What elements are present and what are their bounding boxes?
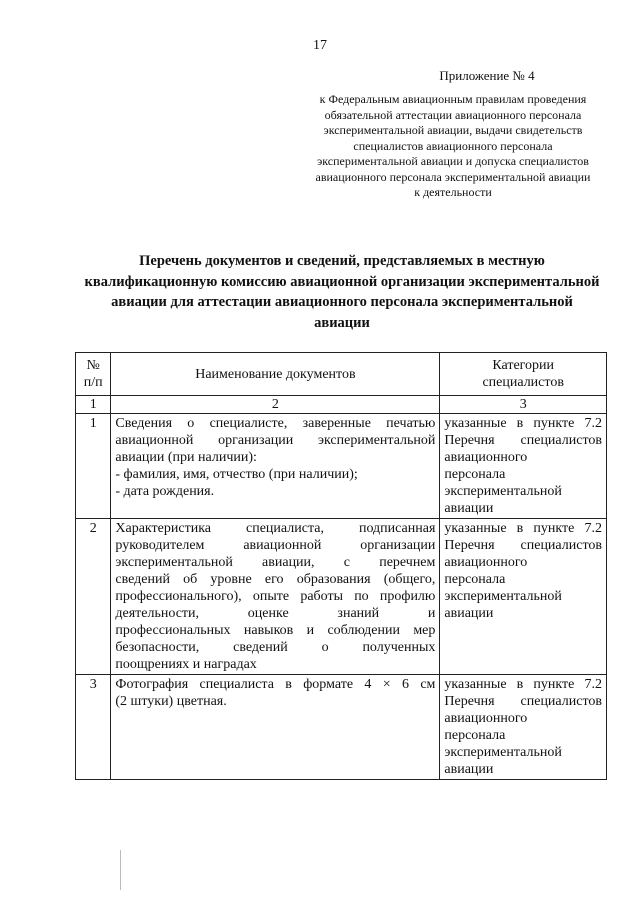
appendix-line: к Федеральным авиационным правилам проведения: [319, 92, 587, 106]
document-title-line: квалификационную комиссию авиационной организации экспериментальной: [84, 273, 600, 290]
appendix-line: обязательной аттестации авиационного персонала: [324, 107, 582, 122]
document-name-cell: [111, 414, 440, 519]
category-line: указанные в пункте 7.2: [444, 677, 602, 692]
document-name-line: авиации (при наличии):: [115, 450, 257, 465]
header-number: [76, 353, 111, 396]
document-name-line: сведений об уровне его образования (общего,: [115, 572, 436, 587]
appendix-title: Приложение № 4: [439, 68, 535, 83]
document-name-cell: [111, 519, 440, 675]
appendix-line: к деятельности: [414, 185, 492, 199]
appendix-line: экспериментальной авиации, выдачи свидетельств: [323, 123, 583, 137]
appendix-line: специалистов авиационного персонала: [353, 138, 553, 153]
column-index-row: [76, 396, 607, 414]
table-row: [76, 519, 607, 675]
category-line: авиации: [444, 501, 494, 516]
row-number: 1: [76, 414, 111, 519]
documents-table: [75, 352, 607, 780]
category-line: Перечня специалистов: [444, 694, 602, 709]
appendix-line: авиационного персонала экспериментальной авиации: [315, 169, 591, 184]
category-line: экспериментальной: [444, 589, 562, 604]
document-name-line: Характеристика специалиста, подписанная: [115, 521, 436, 536]
category-line: авиационного: [444, 711, 528, 726]
appendix-line: экспериментальной авиации и допуска специалистов: [317, 154, 589, 168]
document-title-line: авиации: [314, 314, 370, 331]
document-name-line: профессионального), опыте работы по профилю: [115, 589, 436, 604]
category-line: указанные в пункте 7.2: [444, 416, 602, 431]
category-line: персонала: [444, 572, 506, 587]
document-name-line: руководителем авиационной организации: [115, 538, 436, 553]
header-category-line: Категории: [492, 358, 555, 373]
category-line: указанные в пункте 7.2: [444, 521, 602, 536]
document-name-line: (2 штуки) цветная.: [115, 694, 227, 709]
category-cell: [440, 414, 607, 519]
table-row: [76, 414, 607, 519]
header-category-line: специалистов: [482, 375, 564, 390]
category-line: авиационного: [444, 450, 528, 465]
page-number: 17: [313, 38, 327, 53]
row-number: 2: [76, 519, 111, 675]
document-title-line: авиации для аттестации авиационного персонала экспериментальной: [111, 294, 573, 310]
document-name-line: профессиональных навыков и соблюдении мер: [115, 623, 436, 638]
document-name-line: поощрениях и наградах: [115, 657, 257, 672]
document-name-line: деятельности, оценке знаний и: [115, 606, 436, 621]
category-line: авиации: [444, 606, 494, 621]
category-line: персонала: [444, 467, 506, 482]
document-name-line: Фотография специалиста в формате 4 × 6 см: [115, 677, 436, 692]
row-number: 3: [76, 675, 111, 780]
category-cell: [440, 519, 607, 675]
document-name-line: - дата рождения.: [115, 484, 215, 499]
header-document-name: Наименование документов: [111, 353, 440, 396]
table-header-row: [76, 353, 607, 396]
column-index: 2: [111, 396, 440, 414]
column-index: 1: [76, 396, 111, 414]
header-category: [440, 353, 607, 396]
category-line: Перечня специалистов: [444, 433, 602, 448]
column-index: 3: [440, 396, 607, 414]
appendix-reference: [296, 67, 610, 201]
document-name-line: Сведения о специалисте, заверенные печатью: [115, 416, 436, 431]
category-line: экспериментальной: [444, 745, 562, 760]
category-cell: [440, 675, 607, 780]
header-number-abbr: п/п: [83, 375, 103, 390]
document-title: [80, 251, 604, 333]
category-line: авиационного: [444, 555, 528, 570]
document-name-line: - фамилия, имя, отчество (при наличии);: [115, 467, 358, 482]
category-line: персонала: [444, 728, 506, 743]
document-name-line: экспериментальной авиации, с перечнем: [115, 555, 436, 570]
scan-margin-mark: [120, 850, 121, 890]
category-line: экспериментальной: [444, 484, 562, 499]
document-title-line: Перечень документов и сведений, представляемых в местную: [139, 253, 545, 269]
document-name-line: авиационной организации экспериментальной: [115, 433, 436, 448]
document-name-line: безопасности, сведений о полученных: [115, 640, 436, 655]
header-number-symbol: №: [86, 358, 100, 373]
category-line: авиации: [444, 762, 494, 777]
category-line: Перечня специалистов: [444, 538, 602, 553]
table-row: [76, 675, 607, 780]
document-name-cell: [111, 675, 440, 780]
